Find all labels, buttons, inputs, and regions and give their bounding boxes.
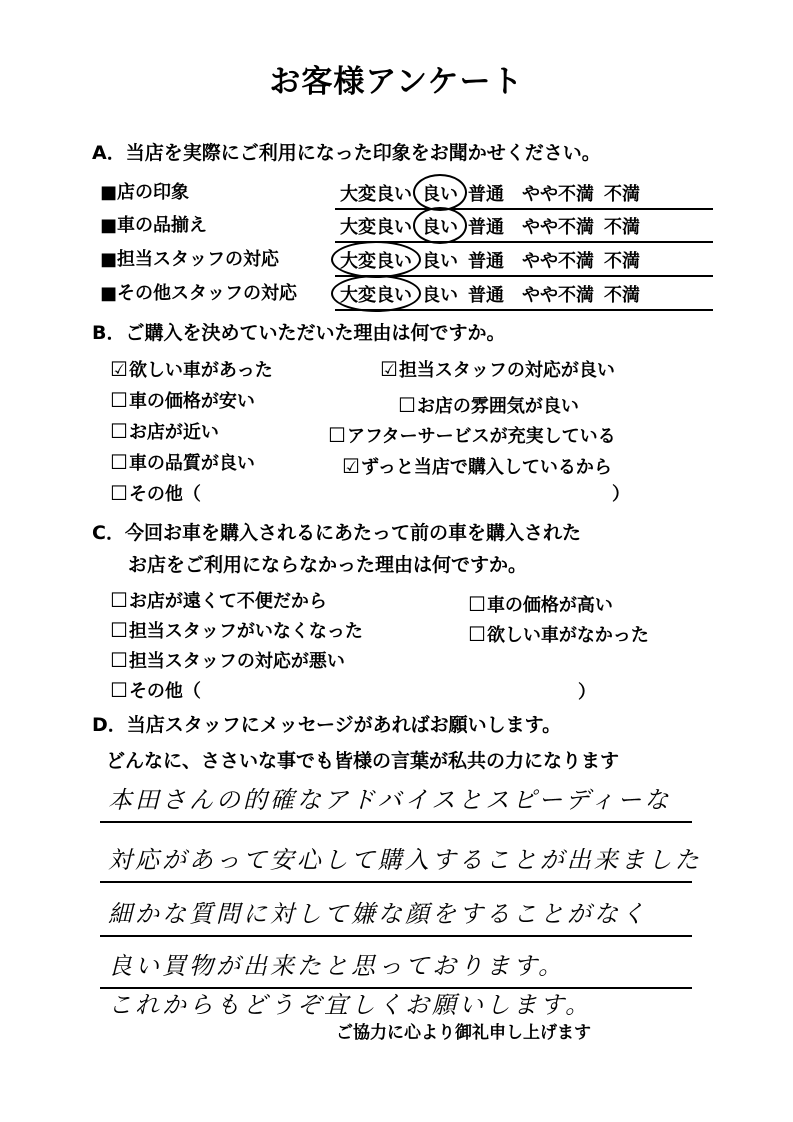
checkbox-label: ずっと当店で購入しているから <box>360 457 612 478</box>
checkbox-option[interactable] <box>110 356 273 382</box>
rating-row-label: ■車の品揃え <box>100 215 208 236</box>
rating-scale <box>335 213 713 243</box>
handwritten-message-line: 細かな質問に対して嫌な顔をすることがなく <box>100 895 692 937</box>
checkbox-option[interactable] <box>468 591 613 617</box>
other-close-paren: ） <box>612 484 630 505</box>
checkbox-option[interactable] <box>110 418 219 444</box>
checkbox-icon[interactable]: ☐ <box>110 588 128 612</box>
question-c-line2: お店をご利用にならなかった理由は何ですか。 <box>128 554 528 576</box>
checkbox-checked-icon[interactable]: ☑ <box>110 357 128 381</box>
rating-option[interactable]: 普通 <box>468 184 504 205</box>
rating-option[interactable]: やや不満 <box>522 251 594 272</box>
rating-row-label: ■店の印象 <box>100 182 190 203</box>
checkbox-option[interactable] <box>398 392 579 418</box>
question-d-line2: どんなに、ささいな事でも皆様の言葉が私共の力になります <box>106 750 620 772</box>
rating-option[interactable]: 良い <box>422 251 458 272</box>
rating-option[interactable]: 大変良い <box>340 217 412 238</box>
checkbox-icon[interactable]: ☐ <box>468 622 486 646</box>
checkbox-option[interactable] <box>110 449 255 475</box>
other-close-paren: ） <box>578 682 596 703</box>
checkbox-label: 車の価格が安い <box>128 391 255 412</box>
checkbox-option[interactable] <box>110 587 327 613</box>
checkbox-checked-icon[interactable]: ☑ <box>380 357 398 381</box>
checkbox-icon[interactable]: ☐ <box>468 592 486 616</box>
checkbox-option[interactable] <box>110 647 345 673</box>
checkbox-label: 欲しい車があった <box>128 360 273 381</box>
checkbox-label: その他（ <box>128 681 201 702</box>
checkbox-option[interactable] <box>468 621 649 647</box>
rating-option[interactable]: 良い <box>422 285 458 306</box>
rating-option[interactable]: 普通 <box>468 217 504 238</box>
rating-option[interactable]: 不満 <box>604 184 640 205</box>
rating-option[interactable]: やや不満 <box>522 217 594 238</box>
closing-message: ご協力に心より御礼申し上げます <box>336 1023 591 1043</box>
checkbox-option[interactable] <box>342 453 612 479</box>
checkbox-label: お店が近い <box>128 422 219 443</box>
rating-option[interactable]: 不満 <box>604 217 640 238</box>
handwritten-message-line: 対応があって安心して購入することが出来ました <box>100 841 692 883</box>
checkbox-icon[interactable]: ☐ <box>110 618 128 642</box>
checkbox-label: 車の品質が良い <box>128 453 255 474</box>
rating-option-selected[interactable]: 良い <box>417 180 463 206</box>
checkbox-label: 担当スタッフの対応が良い <box>398 360 615 381</box>
rating-option-selected[interactable]: 大変良い <box>335 281 417 307</box>
checkbox-option[interactable] <box>110 617 363 643</box>
rating-row-label: ■その他スタッフの対応 <box>100 283 298 304</box>
checkbox-option[interactable] <box>110 480 201 506</box>
question-a: A．当店を実際にご利用になった印象をお聞かせください。 <box>92 142 601 164</box>
rating-row-label: ■担当スタッフの対応 <box>100 249 280 270</box>
rating-option[interactable]: 普通 <box>468 285 504 306</box>
checkbox-label: 担当スタッフの対応が悪い <box>128 651 345 672</box>
rating-option[interactable]: 不満 <box>604 285 640 306</box>
checkbox-icon[interactable]: ☐ <box>110 481 128 505</box>
checkbox-option[interactable] <box>380 356 615 382</box>
rating-scale <box>335 281 713 311</box>
rating-option-selected[interactable]: 大変良い <box>335 247 417 273</box>
page-title: お客様アンケート <box>269 64 524 100</box>
handwritten-message-line: 本田さんの的確なアドバイスとスピーディーな <box>100 781 692 823</box>
question-b: B．ご購入を決めていただいた理由は何ですか。 <box>92 322 506 344</box>
checkbox-label: アフターサービスが充実している <box>346 426 616 447</box>
checkbox-label: お店が遠くて不便だから <box>128 591 327 612</box>
rating-option[interactable]: 普通 <box>468 251 504 272</box>
handwritten-message-line: 良い買物が出来たと思っております。 <box>100 947 692 989</box>
checkbox-option[interactable] <box>328 422 616 448</box>
rating-option[interactable]: 不満 <box>604 251 640 272</box>
checkbox-label: お店の雰囲気が良い <box>416 396 579 417</box>
checkbox-icon[interactable]: ☐ <box>110 678 128 702</box>
rating-option-selected[interactable]: 良い <box>417 213 463 239</box>
checkbox-icon[interactable]: ☐ <box>398 393 416 417</box>
rating-option[interactable]: 大変良い <box>340 184 412 205</box>
checkbox-option[interactable] <box>110 387 255 413</box>
question-d-line1: D．当店スタッフにメッセージがあればお願いします。 <box>92 714 562 736</box>
checkbox-checked-icon[interactable]: ☑ <box>342 454 360 478</box>
rating-scale <box>335 247 713 277</box>
checkbox-label: 欲しい車がなかった <box>486 625 649 646</box>
checkbox-label: その他（ <box>128 484 201 505</box>
handwritten-message-line: これからもどうぞ宜しくお願いします。 <box>108 991 593 1019</box>
checkbox-label: 担当スタッフがいなくなった <box>128 621 363 642</box>
checkbox-icon[interactable]: ☐ <box>110 450 128 474</box>
checkbox-option[interactable] <box>110 677 201 703</box>
checkbox-icon[interactable]: ☐ <box>110 388 128 412</box>
rating-option[interactable]: やや不満 <box>522 184 594 205</box>
checkbox-icon[interactable]: ☐ <box>328 423 346 447</box>
rating-scale <box>335 180 713 210</box>
question-c-line1: C．今回お車を購入されるにあたって前の車を購入された <box>92 522 581 544</box>
checkbox-icon[interactable]: ☐ <box>110 419 128 443</box>
rating-option[interactable]: やや不満 <box>522 285 594 306</box>
checkbox-icon[interactable]: ☐ <box>110 648 128 672</box>
checkbox-label: 車の価格が高い <box>486 595 613 616</box>
